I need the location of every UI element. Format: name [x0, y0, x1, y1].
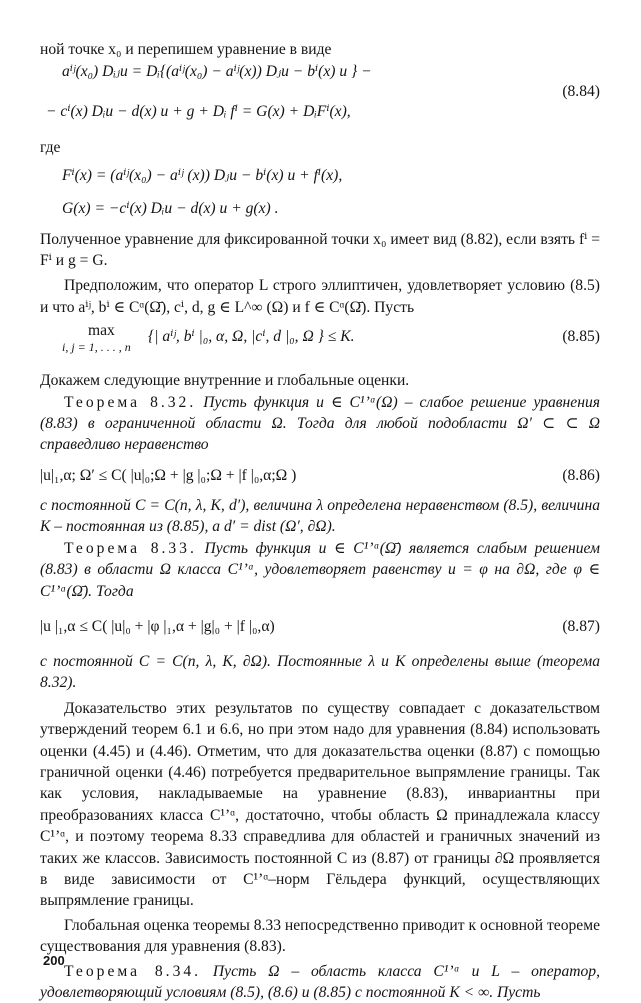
equation-8-84: [40, 61, 600, 131]
paragraph: Предположим, что оператор L строго эллиптичен, удовлетворяет условию (8.5) и что aⁱʲ, bⁱ ∈ Cᵅ(Ω̄), cⁱ, d, g ∈ L^∞ (Ω) и f ∈ Cᵅ(Ω̄). Пусть: [40, 277, 600, 316]
equation-8-85: [40, 320, 600, 360]
theorem-8-32: [40, 392, 600, 456]
equation-expression: |u|₁,α; Ω′ ≤ C( |u|₀;Ω + |g |₀;Ω + |f |₀,α;Ω ): [40, 466, 297, 484]
theorem-8-34: [40, 961, 600, 1003]
equation-line: − cⁱ(x) Dᵢu − d(x) u + g + Dᵢ fⁱ = G(x) + DᵢFⁱ(x),: [46, 103, 351, 121]
theorem-text: Пусть функция u ∈ C¹ʼᵅ(Ω̄) является слабым решением (8.83) в области Ω класса C¹ʼᵅ, удовлетворяет равенству u = φ на ∂Ω, где φ ∈ C¹ʼᵅ(Ω̄). Тогда: [40, 539, 600, 600]
paragraph: Докажем следующие внутренние и глобальные оценки.: [40, 372, 410, 390]
theorem-label: Теорема 8.34.: [64, 962, 202, 980]
theorem-label: Теорема 8.33.: [64, 539, 197, 557]
theorem-8-33: [40, 538, 600, 602]
paragraph: Доказательство этих результатов по существу совпадает с доказательством утверждений теорем 6.1 и 6.6, но при этом надо для уравнения (8.84) использовать оценки (4.45) и (4.46). Отметим, что для доказательства оценки (8.87) с помощью граничной оценки (4.46) потребуется предварительное выпрямление границы. Так как условия, накладываемые на уравнение (8.83), инвариантны при преобразованиях класса C¹ʼᵅ, достаточно, чтобы область Ω принадлежала классу C¹ʼᵅ, и поэтому теорема 8.33 справедлива для областей и граничных значений из таких же классов. Зависимость постоянной C из (8.87) от границы ∂Ω проявляется в виде зависимости от C¹ʼᵅ–норм Гёльдера функций, осуществляющих выпрямление границы.: [40, 699, 600, 910]
theorem-text: Пусть Ω – область класса C¹ʼᵅ и L – оператор, удовлетворяющий условиям (8.5), (8.6) и (8.85) с постоянной K < ∞. Пусть: [40, 962, 600, 1001]
definition-F: Fⁱ(x) = (aⁱʲ(x₀) − aⁱʲ (x)) Dⱼu − bⁱ(x) u + fⁱ(x),: [62, 166, 343, 184]
paragraph: с постоянной C = C(n, λ, K, ∂Ω). Постоянные λ и K определены выше (теорема 8.32).: [40, 652, 600, 692]
max-subscript: i, j = 1, . . . , n: [62, 340, 131, 355]
text-line: где: [40, 139, 61, 157]
definition-G: G(x) = −cⁱ(x) Dᵢu − d(x) u + g(x) .: [62, 200, 279, 218]
equation-number: (8.86): [562, 466, 600, 484]
equation-number: (8.87): [562, 617, 600, 635]
paragraph: с постоянной C = C(n, λ, K, d′), величина λ определена неравенством (8.5), величина K – постоянная из (8.85), а d′ = dist (Ω′, ∂Ω).: [40, 496, 600, 536]
max-operator: max: [88, 322, 115, 340]
equation-line: aⁱʲ(x₀) Dᵢⱼu = Dᵢ{(aⁱʲ(x₀) − aⁱʲ(x)) Dⱼu − bⁱ(x) u } −: [62, 63, 372, 81]
equation-expression: {| aⁱʲ, bⁱ |₀, α, Ω, |cⁱ, d |₀, Ω } ≤ K.: [148, 328, 355, 346]
equation-8-86: [40, 465, 600, 486]
theorem-text: Пусть функция u ∈ C¹ʼᵅ(Ω) – слабое решение уравнения (8.83) в ограниченной области Ω. Тогда для любой подобласти Ω′ ⊂ ⊂ Ω справедливо неравенство: [40, 393, 600, 454]
theorem-label: Теорема 8.32.: [64, 393, 197, 411]
page-number: 200: [43, 953, 65, 968]
equation-expression: |u |₁,α ≤ C( |u|₀ + |φ |₁,α + |g|₀ + |f |₀,α): [40, 617, 275, 635]
paragraph: Глобальная оценка теоремы 8.33 непосредственно приводит к основной теореме существования для уравнения (8.83).: [40, 916, 600, 956]
equation-8-87: [40, 616, 600, 637]
equation-number: (8.84): [562, 83, 600, 101]
paragraph: Полученное уравнение для фиксированной точки x₀ имеет вид (8.82), если взять fⁱ = Fⁱ и g = G.: [40, 230, 600, 270]
equation-number: (8.85): [562, 328, 600, 346]
page-body: [40, 39, 600, 1003]
text-line: ной точке x₀ и перепишем уравнение в виде: [40, 41, 332, 58]
